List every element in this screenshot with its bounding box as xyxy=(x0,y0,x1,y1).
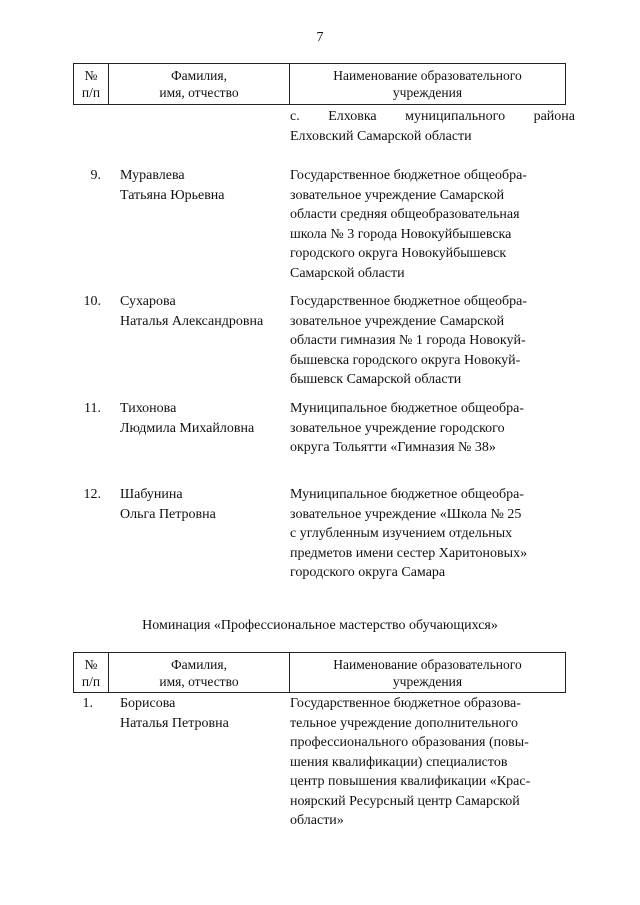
header-name-line: Фамилия, xyxy=(171,68,227,83)
person-name xyxy=(120,166,295,205)
institution-line: Муниципальное бюджетное общеобра- xyxy=(290,487,524,502)
entry-number: 11. xyxy=(84,401,101,416)
institution-line: тельное учреждение дополнительного xyxy=(290,715,519,731)
entry-number: 10. xyxy=(83,294,101,309)
given-names: Наталья Петровна xyxy=(120,715,229,731)
continuation-line: с. Елховка муниципального района xyxy=(290,109,575,124)
institution-line: Государственное бюджетное образова- xyxy=(290,696,521,711)
header-org-line: Наименование образовательного xyxy=(333,656,522,672)
institution-line: зовательное учреждение Самарской xyxy=(290,187,505,203)
header-org-line: учреждения xyxy=(392,673,463,689)
institution-line: с углубленным изучением отдельных xyxy=(290,526,513,541)
institution-line: бышевск Самарской области xyxy=(290,372,462,387)
header-org-line: учреждения xyxy=(392,85,463,100)
entry-number: 12. xyxy=(83,487,101,502)
header-number-cell xyxy=(74,64,109,105)
institution-line: центр повышения квалификации «Крас- xyxy=(290,774,531,789)
given-names: Ольга Петровна xyxy=(120,506,216,522)
institution-line: зовательное учреждение «Школа № 25 xyxy=(290,506,522,522)
person-name xyxy=(120,485,295,524)
institution-name xyxy=(290,694,575,831)
institution-name xyxy=(290,166,575,283)
given-names: Людмила Михайловна xyxy=(120,420,255,436)
header-name-line: Фамилия, xyxy=(171,656,227,672)
surname: Шабунина xyxy=(120,487,183,502)
institution-line: шения квалификации) специалистов xyxy=(290,754,508,770)
entry-number: 1. xyxy=(82,696,93,711)
institution-line: области средняя общеобразовательная xyxy=(290,207,520,222)
institution-name xyxy=(290,485,575,583)
surname: Борисова xyxy=(120,696,176,711)
institution-line: Муниципальное бюджетное общеобра- xyxy=(290,401,524,416)
surname: Сухарова xyxy=(120,294,176,309)
institution-line: бышевска городского округа Новокуй- xyxy=(290,352,521,368)
person-name xyxy=(120,694,295,733)
surname: Муравлева xyxy=(120,168,185,183)
institution-name xyxy=(290,292,575,390)
institution-line: городского округа Новокуйбышевск xyxy=(290,246,507,261)
header-name-cell xyxy=(109,64,290,105)
institution-line: округа Тольятти «Гимназия № 38» xyxy=(290,440,496,455)
institution-line: зовательное учреждение Самарской xyxy=(290,313,505,329)
person-name xyxy=(120,399,295,438)
nomination-title: Номинация «Профессиональное мастерство обучающихся» xyxy=(142,618,498,633)
table-header xyxy=(73,63,566,105)
institution-line: области» xyxy=(290,813,344,828)
header-number-line: п/п xyxy=(81,673,101,689)
header-number-cell xyxy=(74,653,109,693)
page-number: 7 xyxy=(316,30,324,45)
institution-name xyxy=(290,399,575,458)
continuation-text xyxy=(290,107,575,146)
institution-line: школа № 3 города Новокуйбышевска xyxy=(290,226,512,242)
header-org-cell xyxy=(290,653,566,693)
institution-line: Государственное бюджетное общеобра- xyxy=(290,294,527,309)
header-number-line: № xyxy=(84,656,98,672)
header-number-line: п/п xyxy=(81,85,101,100)
table-header xyxy=(73,652,566,693)
institution-line: Самарской области xyxy=(290,265,405,281)
header-name-line: имя, отчество xyxy=(159,85,239,100)
header-org-cell xyxy=(290,64,566,105)
institution-line: области гимназия № 1 города Новокуй- xyxy=(290,333,526,348)
institution-line: Государственное бюджетное общеобра- xyxy=(290,168,527,183)
institution-line: городского округа Самара xyxy=(290,565,446,580)
person-name xyxy=(120,292,295,331)
header-number-line: № xyxy=(84,68,98,83)
continuation-line: Елховский Самарской области xyxy=(290,128,472,144)
institution-line: профессионального образования (повы- xyxy=(290,735,529,750)
header-name-line: имя, отчество xyxy=(159,673,239,689)
institution-line: предметов имени сестер Харитоновых» xyxy=(290,545,528,561)
header-name-cell xyxy=(109,653,290,693)
institution-line: зовательное учреждение городского xyxy=(290,420,505,436)
given-names: Татьяна Юрьевна xyxy=(120,187,225,203)
institution-line: ноярский Ресурсный центр Самарской xyxy=(290,793,520,809)
surname: Тихонова xyxy=(120,401,177,416)
entry-number: 9. xyxy=(90,168,101,183)
header-org-line: Наименование образовательного xyxy=(333,68,522,83)
given-names: Наталья Александровна xyxy=(120,313,264,329)
